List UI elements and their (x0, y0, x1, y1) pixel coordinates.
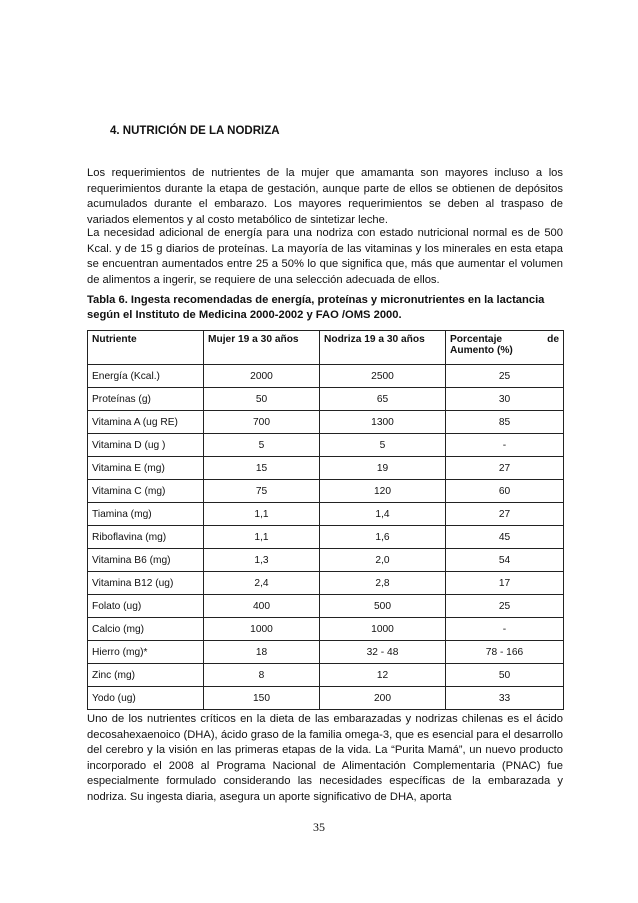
table-caption: Tabla 6. Ingesta recomendadas de energía, proteínas y micronutrientes en la lactancia según el Instituto de Medicina 2000-2002 y FAO /OMS 2000. (87, 294, 545, 321)
cell-percentage: 27 (446, 457, 564, 480)
paragraph-energy: La necesidad adicional de energía para una nodriza con estado nutricional normal es de 500 Kcal. y de 15 g diarios de proteínas. La mayoría de las vitaminas y los minerales en esta etapa se encuentran aumentados entre 25 a 50% lo que significa que, más que aumentar el volumen de alimentos a ingerir, se requiere de una selección adecuada de ellos. (87, 227, 563, 286)
cell-nutrient: Vitamina E (mg) (88, 457, 204, 480)
cell-percentage: - (446, 434, 564, 457)
header-percentage-aumento: Aumento (%) (450, 345, 513, 356)
cell-nodriza: 1,6 (320, 526, 446, 549)
header-nodriza: Nodriza 19 a 30 años (320, 331, 446, 365)
cell-mujer: 5 (204, 434, 320, 457)
cell-mujer: 1,1 (204, 503, 320, 526)
cell-nutrient: Yodo (ug) (88, 687, 204, 710)
cell-mujer: 1,3 (204, 549, 320, 572)
cell-nodriza: 1300 (320, 411, 446, 434)
cell-nutrient: Hierro (mg)* (88, 641, 204, 664)
cell-nodriza: 65 (320, 388, 446, 411)
cell-nutrient: Riboflavina (mg) (88, 526, 204, 549)
cell-nutrient: Tiamina (mg) (88, 503, 204, 526)
cell-nodriza: 200 (320, 687, 446, 710)
table-row (88, 526, 564, 549)
cell-nodriza: 1000 (320, 618, 446, 641)
cell-nodriza: 500 (320, 595, 446, 618)
table-body (88, 365, 564, 710)
cell-percentage: 54 (446, 549, 564, 572)
table-row (88, 641, 564, 664)
cell-mujer: 150 (204, 687, 320, 710)
cell-nutrient: Energía (Kcal.) (88, 365, 204, 388)
table-row (88, 457, 564, 480)
cell-nutrient: Zinc (mg) (88, 664, 204, 687)
cell-percentage: 78 - 166 (446, 641, 564, 664)
cell-nodriza: 2,8 (320, 572, 446, 595)
cell-nutrient: Vitamina C (mg) (88, 480, 204, 503)
header-nutrient: Nutriente (88, 331, 204, 365)
cell-percentage: 85 (446, 411, 564, 434)
cell-mujer: 75 (204, 480, 320, 503)
cell-percentage: 27 (446, 503, 564, 526)
cell-percentage: 50 (446, 664, 564, 687)
cell-nutrient: Folato (ug) (88, 595, 204, 618)
table-row (88, 388, 564, 411)
header-percentage (446, 331, 564, 365)
cell-mujer: 18 (204, 641, 320, 664)
cell-percentage: 33 (446, 687, 564, 710)
cell-mujer: 2,4 (204, 572, 320, 595)
cell-nodriza: 1,4 (320, 503, 446, 526)
header-percentage-word: Porcentaje (450, 334, 503, 345)
table-row (88, 480, 564, 503)
cell-percentage: 17 (446, 572, 564, 595)
table-row (88, 503, 564, 526)
cell-nodriza: 2500 (320, 365, 446, 388)
table-row (88, 434, 564, 457)
cell-percentage: 60 (446, 480, 564, 503)
cell-nodriza: 2,0 (320, 549, 446, 572)
header-mujer: Mujer 19 a 30 años (204, 331, 320, 365)
cell-percentage: 45 (446, 526, 564, 549)
cell-nutrient: Vitamina B6 (mg) (88, 549, 204, 572)
table-row (88, 549, 564, 572)
table-row (88, 618, 564, 641)
page-number: 35 (313, 820, 325, 834)
cell-mujer: 700 (204, 411, 320, 434)
cell-nutrient: Vitamina A (ug RE) (88, 411, 204, 434)
cell-mujer: 50 (204, 388, 320, 411)
paragraph-requirements: Los requerimientos de nutrientes de la mujer que amamanta son mayores incluso a los requerimientos durante la etapa de gestación, aunque parte de ellos se obtienen de depósitos acumulados durante el embarazo. Los mayores requerimientos se deben al traspaso de variados elementos y al costo metabólico de sintetizar leche. (87, 167, 563, 226)
paragraph-dha: Uno de los nutrientes críticos en la dieta de las embarazadas y nodrizas chilenas es el ácido decosahexaenoico (DHA), ácido graso de la familia omega-3, que es esencial para el desarrollo del cerebro y la visión en las primeras etapas de la vida. La “Purita Mamá”, un nuevo producto incorporado el 2008 al Programa Nacional de Alimentación Complementaria (PNAC) fue especialmente formulado considerando las necesidades específicas de la embarazada y nodriza. Su ingesta diaria, asegura un aporte significativo de DHA, aporta (87, 713, 563, 803)
cell-mujer: 15 (204, 457, 320, 480)
nutrient-table (87, 330, 564, 710)
cell-nutrient: Proteínas (g) (88, 388, 204, 411)
cell-nodriza: 12 (320, 664, 446, 687)
cell-percentage: - (446, 618, 564, 641)
section-heading: 4. NUTRICIÓN DE LA NODRIZA (110, 125, 280, 137)
cell-nutrient: Vitamina D (ug ) (88, 434, 204, 457)
table-row (88, 365, 564, 388)
header-percentage-de: de (547, 334, 559, 345)
table-row (88, 411, 564, 434)
cell-nutrient: Calcio (mg) (88, 618, 204, 641)
cell-mujer: 400 (204, 595, 320, 618)
cell-nodriza: 19 (320, 457, 446, 480)
cell-nodriza: 32 - 48 (320, 641, 446, 664)
table-row (88, 687, 564, 710)
cell-percentage: 30 (446, 388, 564, 411)
cell-percentage: 25 (446, 365, 564, 388)
cell-mujer: 2000 (204, 365, 320, 388)
cell-mujer: 8 (204, 664, 320, 687)
cell-mujer: 1,1 (204, 526, 320, 549)
table-header-row (88, 331, 564, 365)
cell-mujer: 1000 (204, 618, 320, 641)
cell-nutrient: Vitamina B12 (ug) (88, 572, 204, 595)
cell-nodriza: 5 (320, 434, 446, 457)
cell-nodriza: 120 (320, 480, 446, 503)
table-row (88, 664, 564, 687)
table-row (88, 572, 564, 595)
cell-percentage: 25 (446, 595, 564, 618)
table-row (88, 595, 564, 618)
